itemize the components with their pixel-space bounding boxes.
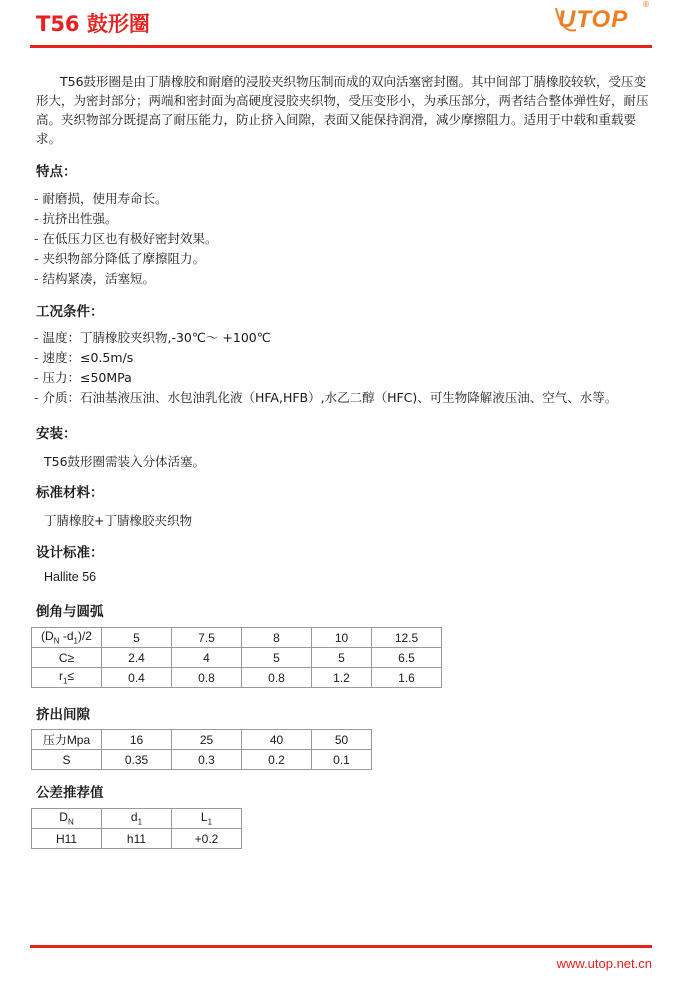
gap-table [31, 729, 372, 770]
install-heading: 安装： [36, 426, 77, 442]
intro-paragraph: T56鼓形圈是由丁腈橡胶和耐磨的浸胶夹织物压制而成的双向活塞密封圈。其中间部丁腈橡胶较软，受压变形大，为密封部分；两端和密封面为高硬度浸胶夹织物，受压变形小，为承压部分，两者结合整体弹性好，耐压高。夹织物部分既提高了耐压能力，防止挤入间隙，表面又能保持润滑，减少摩擦阻力。适用于中载和重载要求。 [36, 74, 649, 146]
tolerance-heading: 公差推荐值 [36, 785, 104, 801]
intro-section [36, 72, 656, 148]
table-cell: 压力Mpa [32, 730, 102, 750]
table-cell: S [32, 750, 102, 770]
list-item: - 介质：石油基液压油、水包油乳化液（HFA,HFB）,水乙二醇（HFC)、可生物降解液压油、空气、水等。 [34, 388, 617, 408]
table-cell: 4 [172, 648, 242, 668]
material-text: 丁腈橡胶+丁腈橡胶夹织物 [44, 513, 192, 528]
material-heading: 标准材料： [36, 485, 104, 501]
list-item: - 速度：≤0.5m/s [34, 348, 617, 368]
table-cell: 5 [242, 648, 312, 668]
table-cell: 6.5 [372, 648, 442, 668]
list-item: - 结构紧凑，活塞短。 [34, 269, 218, 289]
table-cell: $r_1\le$ [32, 668, 102, 688]
utop-logo [552, 0, 652, 40]
table-cell: 8 [242, 628, 312, 648]
table-cell: 10 [312, 628, 372, 648]
table-cell: +0.2 [172, 829, 242, 849]
table-cell: $D_N$ [32, 809, 102, 829]
table-cell: 0.8 [242, 668, 312, 688]
table-row [32, 628, 442, 648]
table-cell: 12.5 [372, 628, 442, 648]
table-cell: 2.4 [102, 648, 172, 668]
table-row [32, 750, 372, 770]
conditions-list [34, 328, 617, 408]
table-cell: 0.1 [312, 750, 372, 770]
table-cell: $L_1$ [172, 809, 242, 829]
header-rule [30, 45, 652, 48]
design-text: Hallite 56 [44, 570, 97, 584]
list-item: - 温度：丁腈橡胶夹织物,-30℃～ +100℃ [34, 328, 617, 348]
table-row [32, 730, 372, 750]
table-row [32, 809, 242, 829]
table-cell: 50 [312, 730, 372, 750]
table-cell: 0.35 [102, 750, 172, 770]
table-cell: 1.6 [372, 668, 442, 688]
tolerance-table [31, 808, 242, 849]
conditions-heading: 工况条件： [36, 304, 104, 320]
registered-mark: ® [642, 0, 650, 9]
footer-rule [30, 945, 652, 948]
table-cell: 0.8 [172, 668, 242, 688]
table-cell: $d_1$ [102, 809, 172, 829]
table-row [32, 668, 442, 688]
table-cell: 5 [102, 628, 172, 648]
table-cell: 7.5 [172, 628, 242, 648]
chamfer-table [31, 627, 442, 688]
chamfer-heading: 倒角与圆弧 [36, 604, 104, 620]
footer-url[interactable]: www.utop.net.cn [556, 956, 652, 971]
list-item: - 耐磨损，使用寿命长。 [34, 189, 218, 209]
list-item: - 在低压力区也有极好密封效果。 [34, 229, 218, 249]
table-cell: 16 [102, 730, 172, 750]
table-cell: 1.2 [312, 668, 372, 688]
table-cell: 25 [172, 730, 242, 750]
logo-wordmark: UTOP [558, 6, 629, 33]
page-title: T56 鼓形圈 [36, 12, 150, 36]
table-cell: h11 [102, 829, 172, 849]
table-row [32, 648, 442, 668]
table-cell: 5 [312, 648, 372, 668]
features-heading: 特点： [36, 164, 77, 180]
list-item: - 压力：≤50MPa [34, 368, 617, 388]
table-cell: 0.2 [242, 750, 312, 770]
table-cell: C≥ [32, 648, 102, 668]
design-heading: 设计标准： [36, 545, 104, 561]
table-cell: 0.3 [172, 750, 242, 770]
list-item: - 夹织物部分降低了摩擦阻力。 [34, 249, 218, 269]
table-cell: 40 [242, 730, 312, 750]
table-cell: ($D_N$ $-d_1)/2$ [32, 628, 102, 648]
list-item: - 抗挤出性强。 [34, 209, 218, 229]
features-list [34, 189, 218, 289]
install-text: T56鼓形圈需装入分体活塞。 [44, 454, 206, 469]
table-cell: H11 [32, 829, 102, 849]
table-cell: 0.4 [102, 668, 172, 688]
table-row [32, 829, 242, 849]
gap-heading: 挤出间隙 [36, 707, 90, 723]
